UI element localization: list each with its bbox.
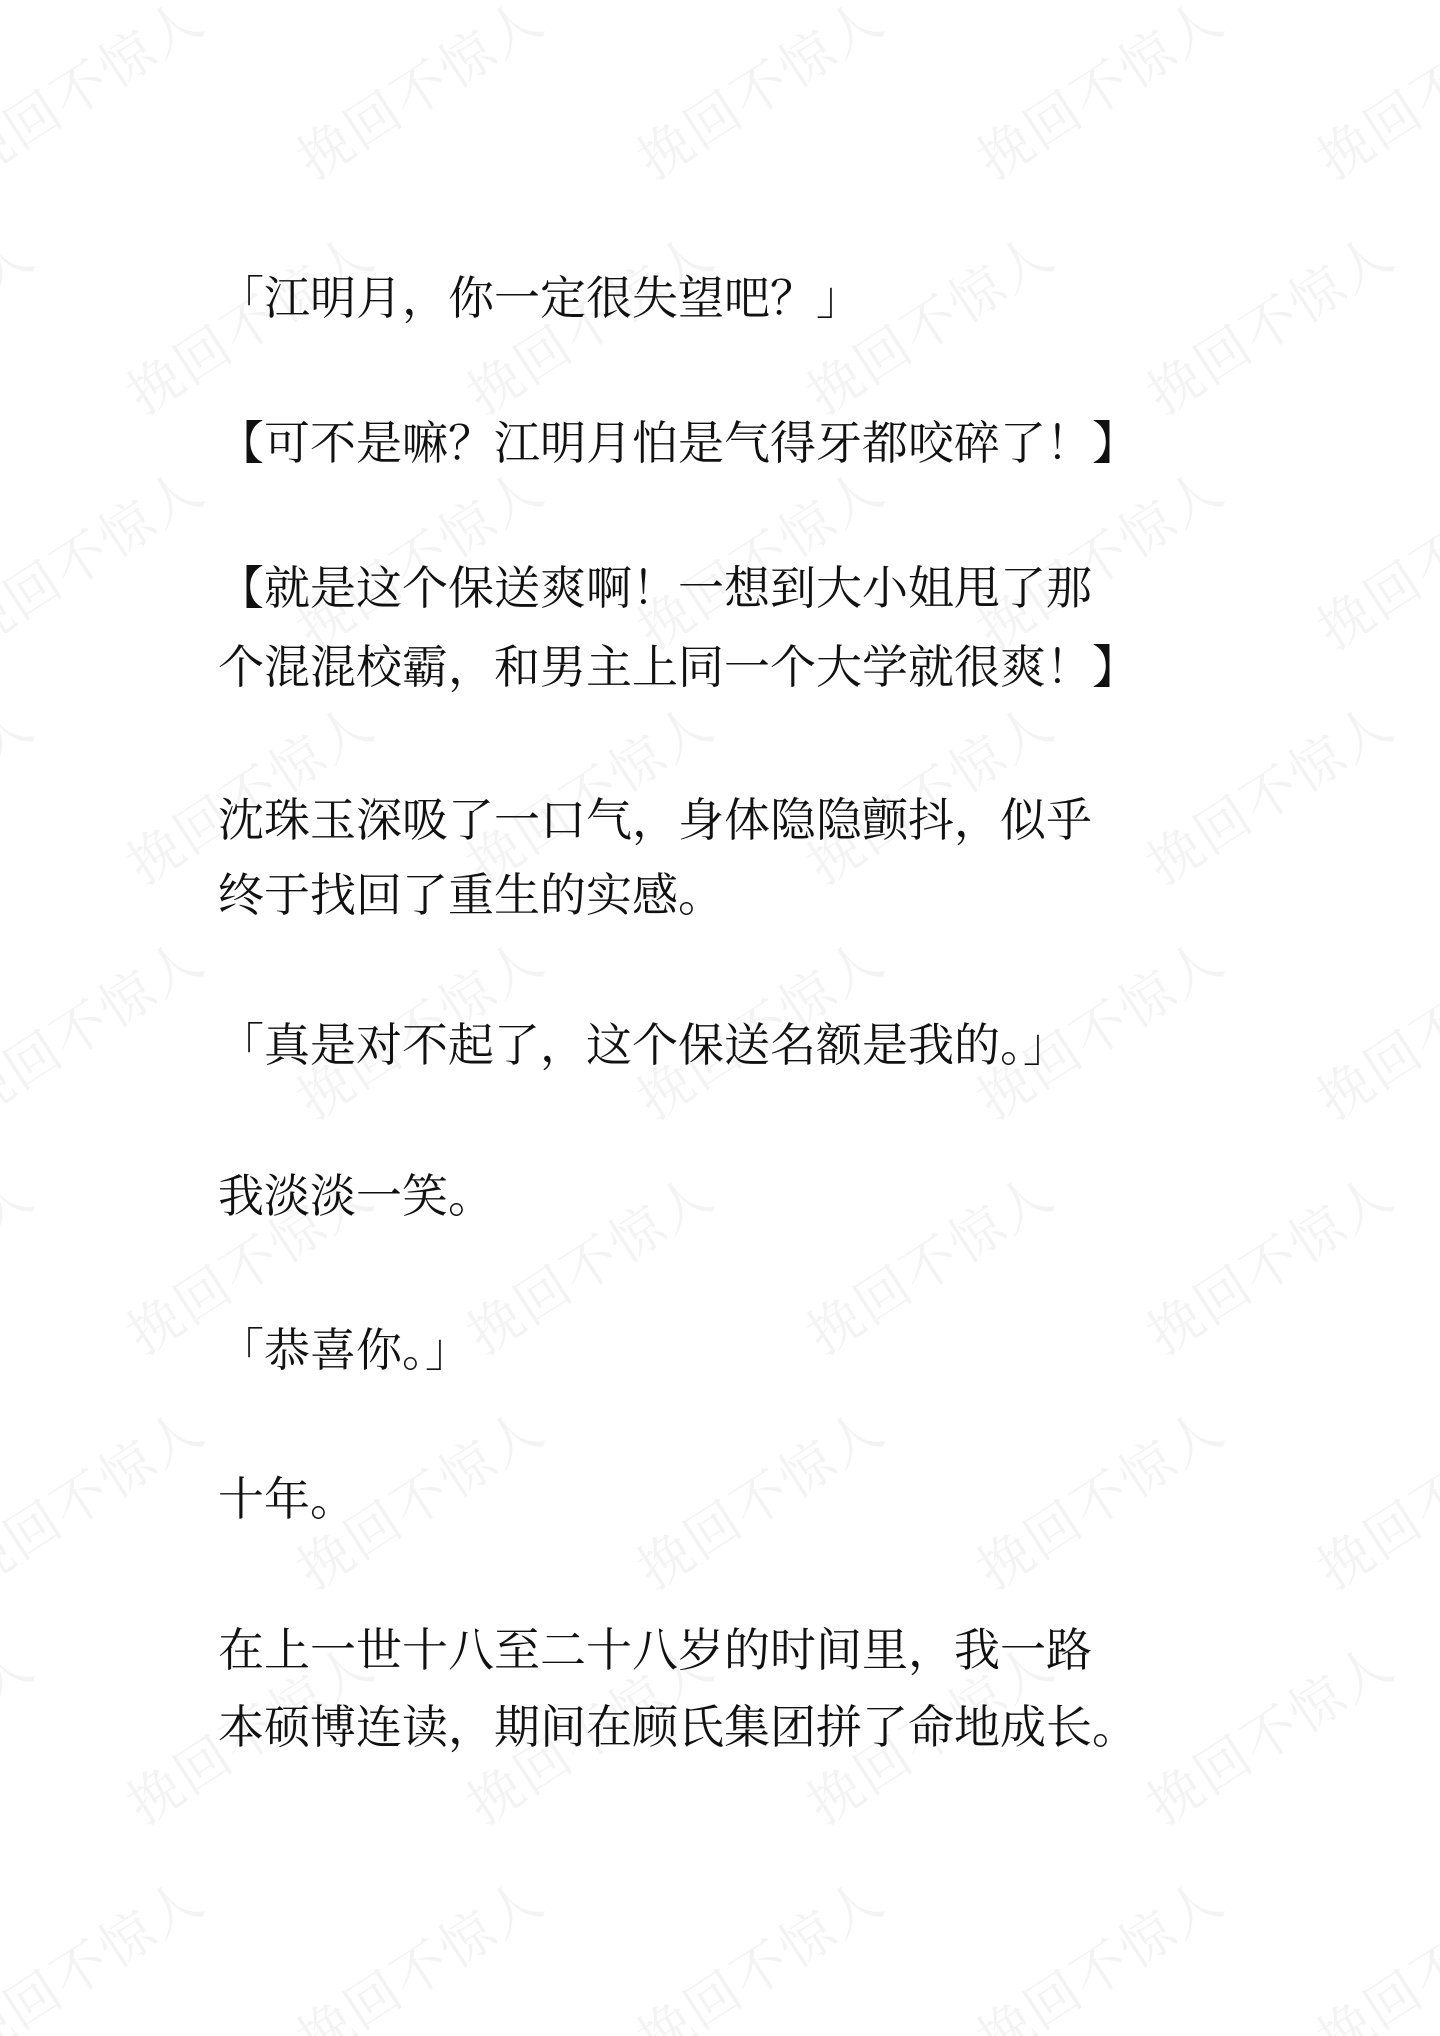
paragraph-line: 【就是这个保送爽啊！一想到大小姐甩了那 [218, 561, 1092, 615]
paragraph-line: 十年。 [218, 1472, 356, 1526]
paragraph-line: 我淡淡一笑。 [218, 1169, 494, 1223]
paragraph-line: 在上一世十八至二十八岁的时间里，我一路 [218, 1623, 1092, 1677]
paragraph-line: 个混混校霸，和男主上同一个大学就很爽！】 [218, 640, 1138, 694]
paragraph-line: 「真是对不起了，这个保送名额是我的。」 [218, 1018, 1069, 1072]
paragraph-line: 沈珠玉深吸了一口气，身体隐隐颤抖，似乎 [218, 793, 1092, 847]
paragraph-line: 「恭喜你。」 [218, 1323, 471, 1377]
paragraph-line: 「江明月，你一定很失望吧？」 [218, 271, 862, 325]
paragraph-line: 本硕博连读，期间在顾氏集团拼了命地成长。 [218, 1700, 1138, 1754]
paragraph-line: 【可不是嘛？江明月怕是气得牙都咬碎了！】 [218, 416, 1138, 470]
paragraph-line: 终于找回了重生的实感。 [218, 868, 724, 922]
